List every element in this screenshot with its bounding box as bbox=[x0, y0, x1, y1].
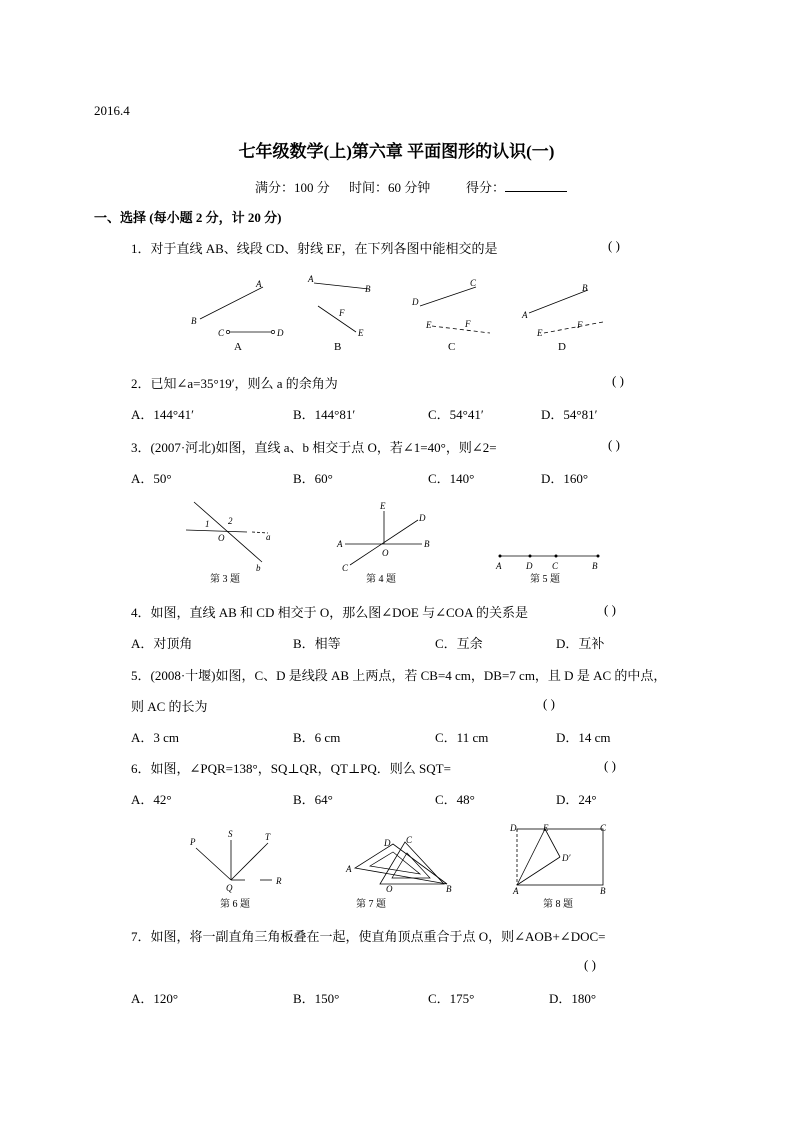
q6-bracket: ( ) bbox=[604, 758, 616, 773]
svg-text:B: B bbox=[592, 561, 598, 571]
q4-stem: 4．如图，直线 AB 和 CD 相交于 O，那么图∠DOE 与∠COA 的关系是 bbox=[131, 605, 528, 620]
q5-stem-line2: 则 AC 的长为 bbox=[131, 699, 208, 714]
svg-text:C: C bbox=[600, 823, 607, 833]
svg-text:D: D bbox=[384, 838, 391, 848]
svg-text:F: F bbox=[577, 320, 583, 330]
q2-bracket: ( ) bbox=[612, 373, 624, 388]
q6-option-a: A．42° bbox=[131, 792, 172, 807]
svg-text:E: E bbox=[380, 501, 386, 511]
q6-stem: 6．如图，∠PQR=138°，SQ⊥QR，QT⊥PQ．则么 SQT= bbox=[131, 761, 451, 776]
svg-text:b: b bbox=[256, 563, 261, 573]
q1-caption-a: A bbox=[234, 341, 242, 353]
svg-text:A: A bbox=[308, 274, 314, 284]
fig6-caption: 第 6 题 bbox=[220, 899, 250, 910]
q1-caption-b: B bbox=[334, 341, 342, 353]
time-limit: 时间：60 分钟 bbox=[349, 180, 431, 195]
svg-text:F: F bbox=[339, 308, 345, 318]
q6-option-d: D．24° bbox=[556, 792, 597, 807]
svg-text:B: B bbox=[191, 316, 197, 326]
q1-caption-d: D bbox=[558, 341, 566, 353]
q2-option-d: D．54°81′ bbox=[541, 407, 598, 422]
svg-text:A: A bbox=[346, 864, 352, 874]
q7-option-d: D．180° bbox=[549, 991, 597, 1006]
svg-text:C: C bbox=[470, 278, 477, 288]
svg-text:D′: D′ bbox=[562, 853, 571, 863]
q3-option-b: B．60° bbox=[293, 471, 333, 486]
fig5-caption: 第 5 题 bbox=[530, 574, 560, 585]
svg-text:A: A bbox=[522, 310, 528, 320]
svg-text:A: A bbox=[513, 886, 519, 896]
q2-option-b: B．144°81′ bbox=[293, 407, 356, 422]
fig8-diagram bbox=[509, 823, 607, 910]
q3-option-c: C．140° bbox=[428, 471, 475, 486]
fig6-diagram bbox=[189, 829, 282, 910]
q2-stem: 2．已知∠a=35°19′，则么 a 的余角为 bbox=[131, 376, 338, 391]
svg-text:C: C bbox=[342, 563, 349, 573]
fig7-diagram bbox=[345, 835, 452, 910]
q7-option-a: A．120° bbox=[131, 991, 179, 1006]
q6-option-c: C．48° bbox=[435, 792, 475, 807]
svg-text:D: D bbox=[277, 328, 284, 338]
svg-text:O: O bbox=[382, 548, 389, 558]
q4-option-a: A．对顶角 bbox=[131, 636, 193, 651]
svg-text:T: T bbox=[265, 832, 271, 842]
q2-option-a: A．144°41′ bbox=[131, 407, 194, 422]
q4-option-b: B．相等 bbox=[293, 636, 341, 651]
svg-text:E: E bbox=[543, 823, 549, 833]
svg-text:D: D bbox=[412, 297, 419, 307]
q3-stem: 3．(2007·河北)如图，直线 a、b 相交于点 O，若∠1=40°，则∠2= bbox=[131, 440, 497, 455]
svg-text:B: B bbox=[446, 884, 452, 894]
svg-text:Q: Q bbox=[226, 883, 233, 893]
svg-text:D: D bbox=[510, 823, 517, 833]
svg-text:B: B bbox=[600, 886, 606, 896]
fig3-caption: 第 3 题 bbox=[210, 574, 240, 585]
q7-option-b: B．150° bbox=[293, 991, 340, 1006]
q2-option-c: C．54°41′ bbox=[428, 407, 484, 422]
q3-option-a: A．50° bbox=[131, 471, 172, 486]
svg-text:O: O bbox=[218, 533, 225, 543]
svg-text:a: a bbox=[266, 532, 271, 542]
svg-text:F: F bbox=[465, 319, 471, 329]
q3-bracket: ( ) bbox=[608, 437, 620, 452]
q7-bracket: ( ) bbox=[584, 957, 596, 972]
svg-text:C: C bbox=[218, 328, 225, 338]
svg-text:1: 1 bbox=[205, 519, 210, 529]
q5-option-a: A．3 cm bbox=[131, 730, 180, 745]
svg-text:E: E bbox=[537, 328, 543, 338]
date-label: 2016.4 bbox=[94, 103, 130, 118]
svg-text:D: D bbox=[526, 561, 533, 571]
q3-option-d: D．160° bbox=[541, 471, 589, 486]
page-title: 七年级数学(上)第六章 平面图形的认识(一) bbox=[238, 142, 555, 161]
q1-bracket: ( ) bbox=[608, 238, 620, 253]
q6-option-b: B．64° bbox=[293, 792, 333, 807]
svg-text:S: S bbox=[228, 829, 233, 839]
q1-stem: 1．对于直线 AB、线段 CD、射线 EF，在下列各图中能相交的是 bbox=[131, 241, 498, 256]
q7-option-c: C．175° bbox=[428, 991, 475, 1006]
svg-text:D: D bbox=[419, 513, 426, 523]
full-score: 满分：100 分 bbox=[255, 180, 330, 195]
svg-text:B: B bbox=[365, 284, 371, 294]
svg-text:R: R bbox=[276, 876, 282, 886]
svg-text:C: C bbox=[552, 561, 559, 571]
fig7-caption: 第 7 题 bbox=[356, 899, 386, 910]
svg-text:B: B bbox=[424, 539, 430, 549]
q4-bracket: ( ) bbox=[604, 602, 616, 617]
svg-text:O: O bbox=[386, 884, 393, 894]
q5-stem: 5．(2008·十堰)如图，C、D 是线段 AB 上两点，若 CB=4 cm，DB=7 cm，且 D 是 AC 的中点， bbox=[131, 668, 667, 683]
q4-option-d: D．互补 bbox=[556, 636, 605, 651]
q4-option-c: C．互余 bbox=[435, 636, 483, 651]
q5-option-d: D．14 cm bbox=[556, 730, 611, 745]
q5-option-b: B．6 cm bbox=[293, 730, 341, 745]
svg-text:E: E bbox=[426, 320, 432, 330]
q1-caption-c: C bbox=[448, 341, 456, 353]
q5-bracket: ( ) bbox=[543, 696, 555, 711]
svg-text:E: E bbox=[358, 328, 364, 338]
q5-option-c: C．11 cm bbox=[435, 730, 489, 745]
svg-text:A: A bbox=[496, 561, 502, 571]
svg-text:P: P bbox=[190, 837, 196, 847]
q7-stem: 7．如图，将一副直角三角板叠在一起，使直角顶点重合于点 O，则∠AOB+∠DOC= bbox=[131, 929, 606, 944]
svg-text:A: A bbox=[256, 279, 262, 289]
svg-text:A: A bbox=[337, 539, 343, 549]
fig4-caption: 第 4 题 bbox=[366, 574, 396, 585]
section-heading: 一、选择 (每小题 2 分，计 20 分) bbox=[94, 210, 282, 225]
svg-text:2: 2 bbox=[228, 516, 233, 526]
score-label: 得分： bbox=[466, 180, 506, 195]
fig8-caption: 第 8 题 bbox=[543, 899, 573, 910]
svg-text:B: B bbox=[582, 283, 588, 293]
svg-text:C: C bbox=[406, 835, 413, 845]
